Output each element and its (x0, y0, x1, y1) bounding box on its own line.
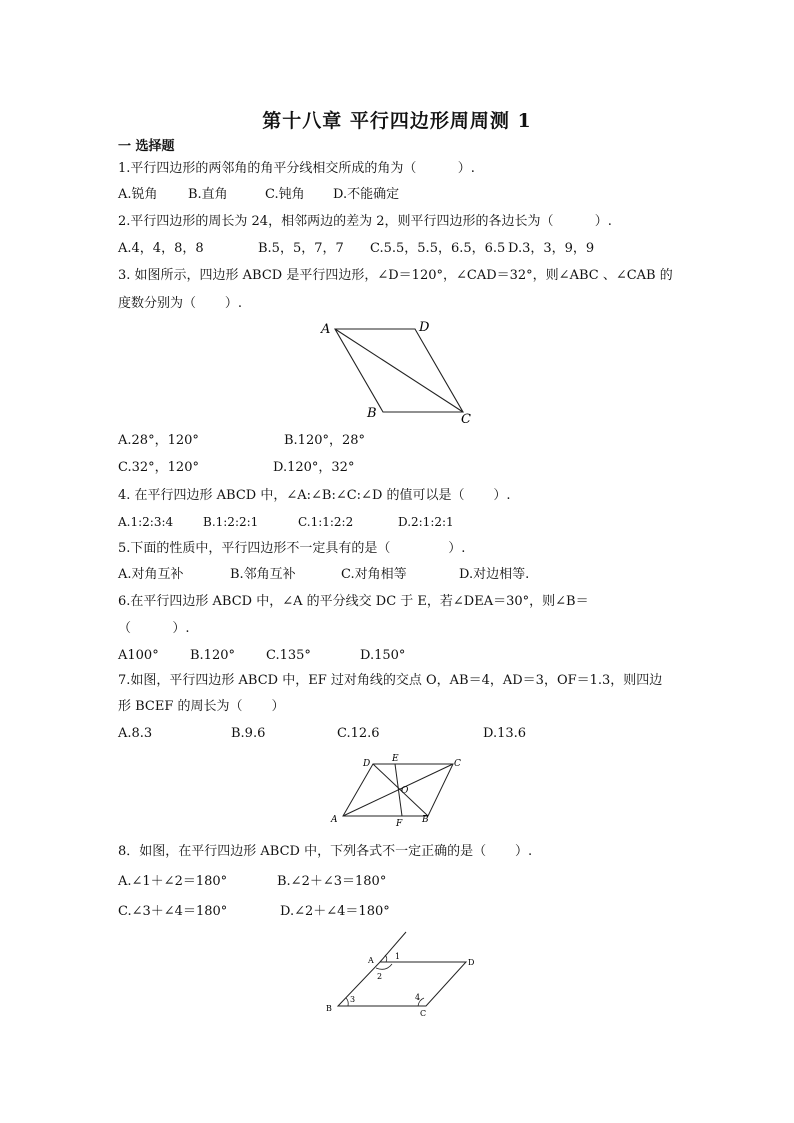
q8-label-3: 3 (350, 995, 356, 1004)
q2-option-b: B.5，5，7，7 (258, 241, 344, 256)
q4-option-a: A.1:2:3:4 (118, 515, 174, 529)
q7-option-a: A.8.3 (118, 726, 153, 741)
q8-option-a: A.∠1＋∠2＝180° (118, 874, 228, 889)
page-title: 第十八章 平行四边形周周测 1 (262, 110, 532, 132)
q6-option-c: C.135° (266, 648, 311, 663)
q7-label-c: C (454, 759, 461, 769)
section-heading: 一 选择题 (118, 139, 175, 154)
q3-label-c: C (461, 412, 471, 427)
q6-option-d: D.150° (360, 648, 406, 663)
q3-option-c: C.32°，120° (118, 460, 199, 475)
question-3-line-1: 3. 如图所示，四边形 ABCD 是平行四边形，∠D＝120°，∠CAD＝32°，则∠ABC 、∠CAB 的 (118, 268, 673, 283)
q8-parallelogram-figure (318, 928, 488, 1020)
q4-option-c: C.1:1:2:2 (298, 515, 354, 529)
q4-option-b: B.1:2:2:1 (203, 515, 259, 529)
question-4: 4. 在平行四边形 ABCD 中，∠A:∠B:∠C:∠D 的值可以是（ ）. (118, 488, 511, 503)
q7-label-o: O (401, 786, 409, 796)
q7-option-b: B.9.6 (231, 726, 266, 741)
q7-label-a: A (331, 815, 338, 825)
question-6-line-1: 6.在平行四边形 ABCD 中，∠A 的平分线交 DC 于 E，若∠DEA＝30°，则∠B＝ (118, 594, 589, 609)
q5-option-d: D.对边相等. (459, 567, 530, 582)
q1-option-b: B.直角 (188, 187, 228, 202)
q2-option-c: C.5.5，5.5，6.5，6.5 (370, 241, 506, 256)
question-7-line-1: 7.如图，平行四边形 ABCD 中，EF 过对角线的交点 O，AB＝4，AD＝3，OF＝1.3，则四边 (118, 673, 663, 688)
q8-option-b: B.∠2＋∠3＝180° (277, 874, 387, 889)
q4-option-d: D.2:1:2:1 (398, 515, 454, 529)
q8-option-c: C.∠3＋∠4＝180° (118, 904, 228, 919)
q3-parallelogram-figure (315, 315, 485, 425)
question-5: 5.下面的性质中，平行四边形不一定具有的是（ ）. (118, 541, 466, 556)
q8-label-b: B (326, 1004, 332, 1013)
question-7-line-2: 形 BCEF 的周长为（ ） (118, 699, 285, 714)
q8-label-4: 4 (415, 993, 421, 1002)
q7-label-f: F (396, 819, 403, 829)
q7-label-e: E (392, 754, 399, 764)
q3-label-b: B (367, 406, 377, 421)
q2-option-d: D.3，3，9，9 (508, 241, 595, 256)
question-3-line-2: 度数分别为（ ）. (118, 296, 243, 311)
q8-label-2: 2 (377, 972, 383, 981)
question-8: 8．如图，在平行四边形 ABCD 中，下列各式不一定正确的是（ ）. (118, 844, 533, 859)
q1-option-c: C.钝角 (265, 187, 305, 202)
q1-option-d: D.不能确定 (333, 187, 400, 202)
q7-label-b: B (422, 815, 429, 825)
q8-label-a: A (368, 956, 374, 965)
q7-option-d: D.13.6 (483, 726, 527, 741)
question-2: 2.平行四边形的周长为 24，相邻两边的差为 2，则平行四边形的各边长为（ ）. (118, 214, 612, 229)
q8-label-d: D (468, 958, 475, 967)
q3-label-d: D (419, 320, 430, 335)
q7-option-c: C.12.6 (337, 726, 380, 741)
q6-option-b: B.120° (190, 648, 235, 663)
q5-option-a: A.对角互补 (118, 567, 184, 582)
q7-parallelogram-figure (325, 752, 475, 832)
q3-option-a: A.28°，120° (118, 433, 199, 448)
q3-label-a: A (321, 322, 331, 337)
question-1: 1.平行四边形的两邻角的角平分线相交所成的角为（ ）. (118, 161, 475, 176)
q8-label-1: 1 (395, 952, 401, 961)
q1-option-a: A.锐角 (118, 187, 158, 202)
question-6-line-2: （ ）. (118, 621, 190, 636)
q5-option-c: C.对角相等 (341, 567, 407, 582)
q3-option-d: D.120°，32° (273, 460, 355, 475)
q8-option-d: D.∠2＋∠4＝180° (280, 904, 390, 919)
q2-option-a: A.4，4，8，8 (118, 241, 204, 256)
q8-label-c: C (420, 1009, 427, 1018)
q7-label-d: D (363, 759, 371, 769)
q3-option-b: B.120°，28° (284, 433, 366, 448)
q6-option-a: A100° (118, 648, 159, 663)
q5-option-b: B.邻角互补 (230, 567, 296, 582)
